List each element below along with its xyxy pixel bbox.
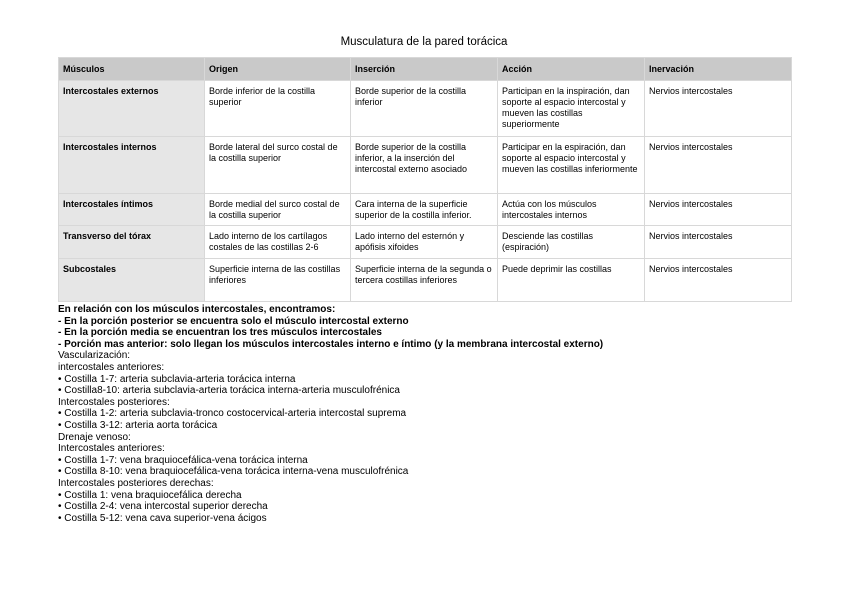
innervation-cell: Nervios intercostales xyxy=(645,137,792,194)
insertion-cell: Lado interno del esternón y apófisis xifoides xyxy=(351,226,498,259)
origin-cell: Borde inferior de la costilla superior xyxy=(205,81,351,137)
section-heading: Drenaje venoso: xyxy=(58,431,131,443)
section-heading: Vascularización: xyxy=(58,350,131,362)
header-insercion: Inserción xyxy=(351,58,498,81)
innervation-cell: Nervios intercostales xyxy=(645,81,792,137)
origin-cell: Borde medial del surco costal de la costilla superior xyxy=(205,194,351,226)
notes-bullet: - Porción mas anterior: solo llegan los músculos intercostales interno e íntimo (y la membrana intercostal externo) xyxy=(58,338,604,350)
muscle-name: Intercostales internos xyxy=(59,137,205,194)
sub-heading: Intercostales anteriores: xyxy=(58,443,165,455)
innervation-cell: Nervios intercostales xyxy=(645,226,792,259)
innervation-cell: Nervios intercostales xyxy=(645,194,792,226)
action-cell: Participan en la inspiración, dan soporte al espacio intercostal y mueven las costillas superiormente xyxy=(498,81,645,137)
list-item: • Costilla 2-4: vena intercostal superior derecha xyxy=(58,501,268,513)
muscle-name: Subcostales xyxy=(59,259,205,302)
insertion-cell: Borde superior de la costilla inferior xyxy=(351,81,498,137)
action-cell: Puede deprimir las costillas xyxy=(498,259,645,302)
header-accion: Acción xyxy=(498,58,645,81)
list-item: • Costilla 8-10: vena braquiocefálica-vena torácica interna-vena musculofrénica xyxy=(58,466,409,478)
table-row xyxy=(59,137,792,194)
innervation-cell: Nervios intercostales xyxy=(645,259,792,302)
origin-cell: Borde lateral del surco costal de la costilla superior xyxy=(205,137,351,194)
table-row xyxy=(59,259,792,302)
muscles-table xyxy=(58,57,792,302)
list-item: • Costilla 1: vena braquiocefálica derecha xyxy=(58,489,242,501)
header-origen: Origen xyxy=(205,58,351,81)
insertion-cell: Cara interna de la superficie superior de la costilla inferior. xyxy=(351,194,498,226)
action-cell: Desciende las costillas (espiración) xyxy=(498,226,645,259)
header-musculos: Músculos xyxy=(59,58,205,81)
notes-section xyxy=(58,304,818,524)
origin-cell: Lado interno de los cartílagos costales de las costillas 2-6 xyxy=(205,226,351,259)
document-title: Musculatura de la pared torácica xyxy=(340,36,508,48)
table-row xyxy=(59,81,792,137)
notes-bullet: - En la porción posterior se encuentra solo el músculo intercostal externo xyxy=(58,315,409,327)
table-header-row xyxy=(59,58,792,81)
insertion-cell: Superficie interna de la segunda o tercera costillas inferiores xyxy=(351,259,498,302)
action-cell: Actúa con los músculos intercostales internos xyxy=(498,194,645,226)
header-inervacion: Inervación xyxy=(645,58,792,81)
notes-intro: En relación con los músculos intercostales, encontramos: xyxy=(58,304,336,315)
sub-heading: intercostales anteriores: xyxy=(58,361,165,373)
muscle-name: Intercostales externos xyxy=(59,81,205,137)
muscle-name: Intercostales íntimos xyxy=(59,194,205,226)
origin-cell: Superficie interna de las costillas inferiores xyxy=(205,259,351,302)
list-item: • Costilla 5-12: vena cava superior-vena ácigos xyxy=(58,512,267,524)
muscle-name: Transverso del tórax xyxy=(59,226,205,259)
list-item: • Costilla 1-2: arteria subclavia-tronco costocervical-arteria intercostal suprema xyxy=(58,408,407,420)
list-item: • Costilla 3-12: arteria aorta torácica xyxy=(58,419,218,431)
list-item: • Costilla8-10: arteria subclavia-arteria torácica interna-arteria musculofrénica xyxy=(58,385,400,397)
list-item: • Costilla 1-7: vena braquiocefálica-vena torácica interna xyxy=(58,454,308,466)
table-row xyxy=(59,194,792,226)
sub-heading: Intercostales posteriores derechas: xyxy=(58,477,214,489)
table-row xyxy=(59,226,792,259)
action-cell: Participar en la espiración, dan soporte al espacio intercostal y mueven las costillas inferiormente xyxy=(498,137,645,194)
notes-bullet: - En la porción media se encuentran los tres músculos intercostales xyxy=(58,327,382,339)
insertion-cell: Borde superior de la costilla inferior, a la inserción del intercostal externo asociado xyxy=(351,137,498,194)
sub-heading: Intercostales posteriores: xyxy=(58,396,170,408)
list-item: • Costilla 1-7: arteria subclavia-arteria torácica interna xyxy=(58,373,296,385)
